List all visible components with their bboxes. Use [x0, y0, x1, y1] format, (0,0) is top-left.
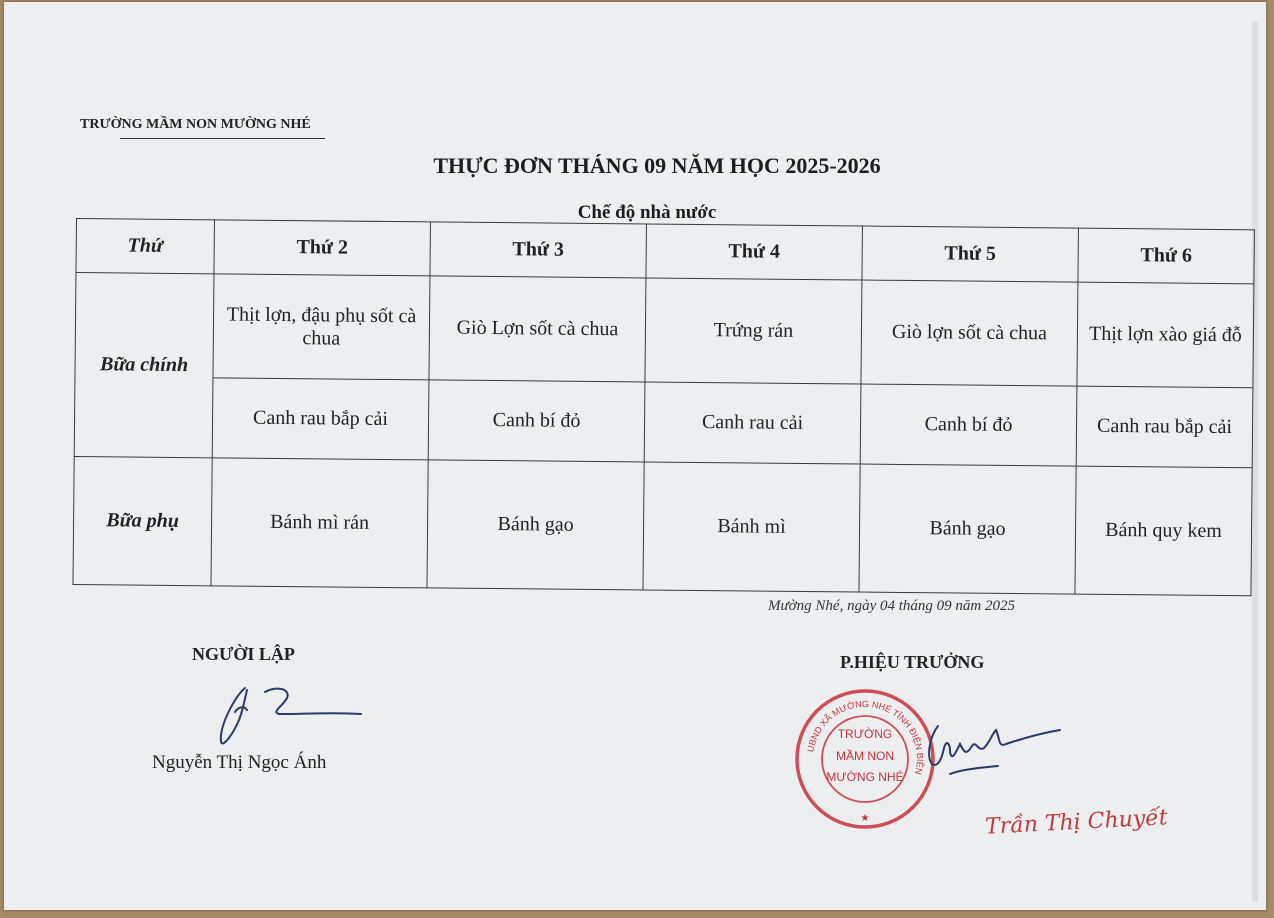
place-date: Mường Nhé, ngày 04 tháng 09 năm 2025 [768, 598, 1016, 614]
principal-label: P.HIỆU TRƯỞNG [840, 652, 985, 672]
table-row [75, 273, 1254, 388]
day-header: Thứ 4 [646, 224, 863, 280]
principal-name: Trần Thị Chuyết [984, 805, 1169, 840]
stamp-inner-line: MẦM NON [836, 749, 894, 763]
preparer-name: Nguyễn Thị Ngọc Ánh [152, 752, 327, 773]
principal-signature [920, 712, 1070, 782]
snack-cell: Bánh gạo [859, 464, 1076, 594]
snack-cell: Bánh mì rán [211, 458, 428, 588]
corner-header: Thứ [76, 219, 215, 274]
school-name: TRƯỜNG MẦM NON MƯỜNG NHÉ [80, 117, 311, 132]
day-header: Thứ 2 [214, 220, 431, 276]
snack-cell: Bánh mì [643, 462, 860, 592]
soup-cell: Canh rau cải [644, 382, 861, 464]
preparer-label: NGƯỜI LẬP [192, 644, 295, 664]
stamp-inner-line: TRƯỜNG [837, 727, 893, 741]
stamp-star-icon: ★ [860, 813, 870, 824]
main-dish-cell: Giò Lợn sốt cà chua [429, 276, 646, 382]
document-subtitle: Chế độ nhà nước [577, 202, 717, 223]
main-meal-label: Bữa chính [74, 273, 214, 458]
official-stamp [790, 684, 940, 834]
main-dish-cell: Thịt lợn, đậu phụ sốt cà chua [213, 274, 430, 380]
day-header: Thứ 6 [1078, 228, 1255, 284]
snack-cell: Bánh gạo [427, 460, 644, 590]
main-dish-cell: Thịt lợn xào giá đỗ [1077, 282, 1254, 388]
soup-cell: Canh bí đỏ [428, 380, 645, 462]
table-row [74, 376, 1253, 467]
main-dish-cell: Trứng rán [645, 278, 862, 384]
school-underline [120, 138, 325, 139]
stamp-ring-text: UBND XÃ MƯỜNG NHÉ TỈNH ĐIỆN BIÊN [805, 698, 926, 776]
soup-cell: Canh rau bắp cải [212, 378, 429, 460]
preparer-signature [205, 676, 375, 756]
snack-label: Bữa phụ [73, 456, 212, 585]
day-header: Thứ 5 [862, 226, 1079, 282]
snack-cell: Bánh quy kem [1075, 466, 1252, 596]
soup-cell: Canh rau bắp cải [1076, 386, 1253, 468]
soup-cell: Canh bí đỏ [860, 384, 1077, 466]
main-dish-cell: Giò lợn sốt cà chua [861, 280, 1078, 386]
day-header: Thứ 3 [430, 222, 647, 278]
menu-table [72, 218, 1254, 596]
document-title: THỰC ĐƠN THÁNG 09 NĂM HỌC 2025-2026 [433, 153, 881, 178]
table-row [73, 456, 1252, 595]
stamp-inner-line: MƯỜNG NHÉ [826, 770, 904, 784]
